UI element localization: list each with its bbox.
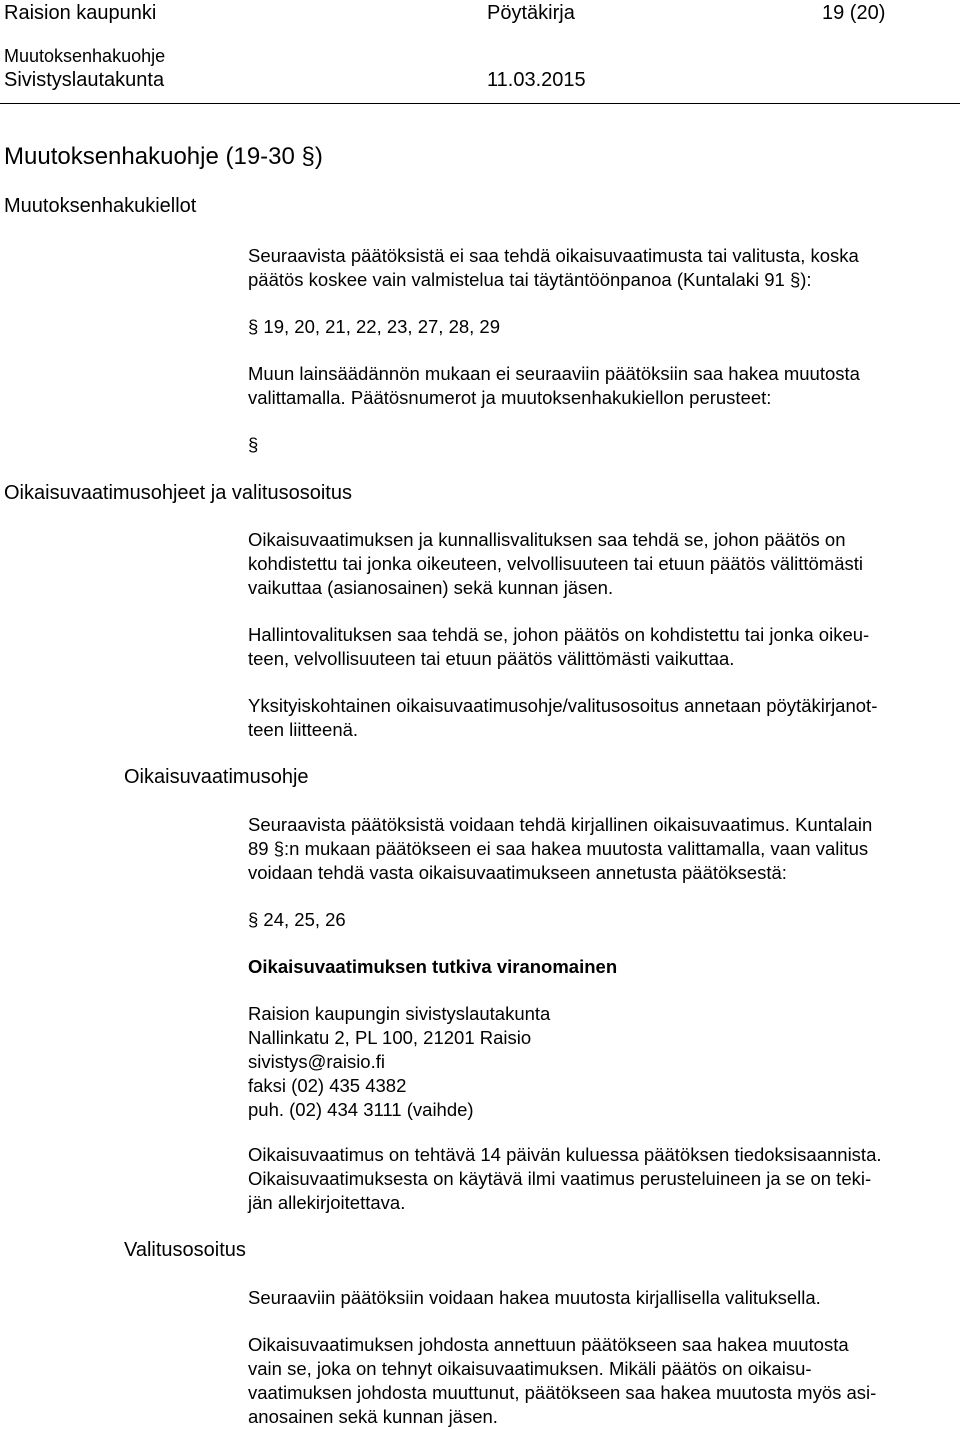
kiellot-intro: Seuraavista päätöksistä ei saa tehdä oikaisuvaatimusta tai valitusta, koska päätös koskee vain valmistelua tai täytäntöönpanoa (Kuntalaki 91 §): [248, 245, 859, 290]
authority-phone: puh. (02) 434 3111 (vaihde) [248, 1099, 474, 1120]
kiellot-other-law: Muun lainsäädännön mukaan ei seuraaviin päätöksiin saa hakea muutosta valittamalla. Päätösnumerot ja muutoksenhakukiellon perusteet: [248, 363, 860, 408]
kiellot-empty-section-list: § [248, 434, 259, 455]
oikaisu-heading: Oikaisuvaatimusohje [124, 766, 309, 788]
header-date: 11.03.2015 [487, 69, 586, 91]
authority-address: Nallinkatu 2, PL 100, 21201 Raisio [248, 1027, 532, 1048]
authority-email: sivistys@raisio.fi [248, 1051, 385, 1072]
valitus-heading: Valitusosoitus [124, 1239, 246, 1261]
ohjeet-heading: Oikaisuvaatimusohjeet ja valitusosoitus [4, 482, 352, 504]
header-body: Sivistyslautakunta [4, 69, 165, 91]
valitus-paragraph-1: Seuraaviin päätöksiin voidaan hakea muutosta kirjallisella valituksella. [248, 1287, 821, 1308]
authority-contact-block [248, 1002, 550, 1122]
kiellot-section-list: § 19, 20, 21, 22, 23, 27, 28, 29 [248, 316, 501, 337]
oikaisu-paragraph-2: Oikaisuvaatimus on tehtävä 14 päivän kuluessa päätöksen tiedoksisaannista. Oikaisuvaatimuksesta on käytävä ilmi vaatimus perusteluineen ja se on teki- jän allekirjoitettava. [248, 1144, 882, 1213]
ohjeet-paragraph-2: Hallintovalituksen saa tehdä se, johon päätös on kohdistettu tai jonka oikeu- teen, velvollisuuteen tai etuun päätös välittömästi vaikuttaa. [248, 624, 870, 669]
header-org: Raision kaupunki [4, 2, 157, 24]
header-page-number: 19 (20) [822, 2, 886, 24]
authority-heading: Oikaisuvaatimuksen tutkiva viranomainen [248, 956, 618, 977]
kiellot-heading: Muutoksenhakukiellot [4, 195, 197, 217]
page-title: Muutoksenhakuohje (19-30 §) [4, 143, 323, 170]
ohjeet-paragraph-1: Oikaisuvaatimuksen ja kunnallisvalituksen saa tehdä se, johon päätös on kohdistettu tai jonka oikeuteen, velvollisuuteen tai etuun päätös välittömästi vaikuttaa (asianosainen) sekä kunnan jäsen. [248, 529, 863, 598]
header-doc-type: Pöytäkirja [487, 2, 575, 24]
valitus-paragraph-2: Oikaisuvaatimuksen johdosta annettuun päätökseen saa hakea muutosta vain se, joka on tehnyt oikaisuvaatimuksen. Mikäli päätös on oikaisu- vaatimuksen johdosta muuttunut, päätökseen saa hakea muutosta myös asi- anosainen sekä kunnan jäsen. [248, 1334, 877, 1427]
ohjeet-paragraph-3: Yksityiskohtainen oikaisuvaatimusohje/valitusosoitus annetaan pöytäkirjanot- teen liitteenä. [248, 695, 878, 740]
header-divider [0, 103, 960, 104]
authority-name: Raision kaupungin sivistyslautakunta [248, 1003, 551, 1024]
oikaisu-paragraph-1: Seuraavista päätöksistä voidaan tehdä kirjallinen oikaisuvaatimus. Kuntalain 89 §:n mukaan päätökseen ei saa hakea muutosta valittamalla, vaan valitus voidaan tehdä vasta oikaisuvaatimukseen annetusta päätöksestä: [248, 814, 873, 883]
oikaisu-section-list: § 24, 25, 26 [248, 909, 346, 930]
authority-fax: faksi (02) 435 4382 [248, 1075, 407, 1096]
header-section: Muutoksenhakuohje [4, 46, 166, 66]
